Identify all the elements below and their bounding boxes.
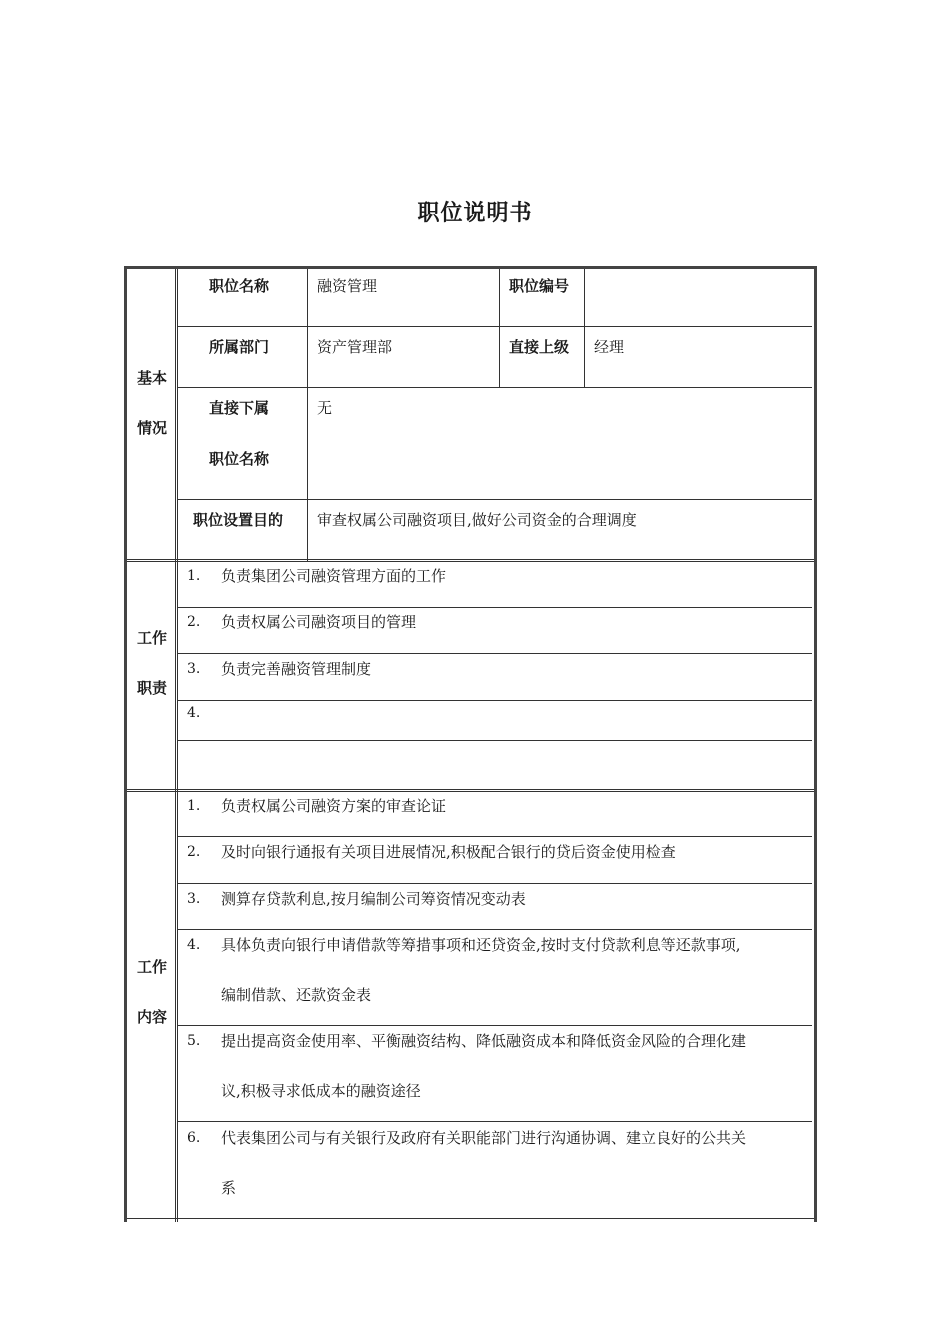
position-name-value: 融资管理	[317, 277, 378, 295]
section-label-duties-1: 工作	[136, 629, 167, 647]
item-text-continued: 编制借款、还款资金表	[221, 986, 372, 1004]
item-number: 5.	[187, 1033, 201, 1049]
subordinate-value: 无	[317, 399, 333, 417]
label2-column-divider	[584, 269, 585, 387]
row-divider	[178, 700, 812, 701]
item-text-continued: 系	[221, 1179, 237, 1197]
item-text: 测算存贷款利息,按月编制公司筹资情况变动表	[221, 890, 526, 908]
row-divider	[178, 607, 812, 608]
row-divider	[178, 929, 812, 930]
position-code-label: 职位编号	[509, 277, 570, 295]
section-label-basic-1: 基本	[136, 369, 167, 387]
item-text: 具体负责向银行申请借款等筹措事项和还贷资金,按时支付贷款利息等还款事项,	[221, 936, 741, 954]
row-divider	[178, 387, 812, 388]
section-label-content-2: 内容	[136, 1008, 167, 1026]
purpose-value: 审查权属公司融资项目,做好公司资金的合理调度	[317, 511, 637, 529]
section-label-content-1: 工作	[136, 958, 167, 976]
row-divider	[178, 326, 812, 327]
item-text: 及时向银行通报有关项目进展情况,积极配合银行的贷后资金使用检查	[221, 843, 676, 861]
subordinate-label-2: 职位名称	[209, 450, 270, 468]
value-column-divider	[499, 269, 500, 387]
row-divider	[178, 883, 812, 884]
department-value: 资产管理部	[317, 338, 393, 356]
item-text: 负责集团公司融资管理方面的工作	[221, 567, 447, 585]
item-text: 负责完善融资管理制度	[221, 660, 372, 678]
item-number: 6.	[187, 1130, 201, 1146]
section-divider	[127, 559, 814, 562]
item-text: 负责权属公司融资项目的管理	[221, 613, 417, 631]
item-number: 3.	[187, 891, 201, 907]
section-label-basic-2: 情况	[136, 419, 167, 437]
item-text: 代表集团公司与有关银行及政府有关职能部门进行沟通协调、建立良好的公共关	[221, 1129, 747, 1147]
item-text: 提出提高资金使用率、平衡融资结构、降低融资成本和降低资金风险的合理化建	[221, 1032, 747, 1050]
item-text-continued: 议,积极寻求低成本的融资途径	[221, 1082, 421, 1100]
row-divider	[178, 653, 812, 654]
row-divider	[178, 740, 812, 741]
item-number: 1.	[187, 798, 201, 814]
department-label: 所属部门	[209, 338, 270, 356]
purpose-label: 职位设置目的	[193, 511, 284, 529]
table-bottom-edge	[127, 1218, 814, 1219]
item-number: 1.	[187, 568, 201, 584]
section-label-duties-2: 职责	[136, 679, 167, 697]
item-number: 2.	[187, 844, 201, 860]
item-number: 2.	[187, 614, 201, 630]
section-divider	[127, 789, 814, 792]
subordinate-label-1: 直接下属	[209, 399, 270, 417]
row-divider	[178, 1121, 812, 1122]
superior-label: 直接上级	[509, 338, 570, 356]
row-divider	[178, 836, 812, 837]
superior-value: 经理	[594, 338, 625, 356]
item-number: 4.	[187, 937, 201, 953]
row-divider	[178, 1025, 812, 1026]
row-divider	[178, 499, 812, 500]
label-column-divider	[307, 269, 308, 561]
item-number: 3.	[187, 661, 201, 677]
page-title: 职位说明书	[417, 201, 533, 226]
item-text: 负责权属公司融资方案的审查论证	[221, 797, 447, 815]
position-name-label: 职位名称	[209, 277, 270, 295]
section-column-divider	[175, 269, 178, 1222]
item-number: 4.	[187, 705, 201, 721]
